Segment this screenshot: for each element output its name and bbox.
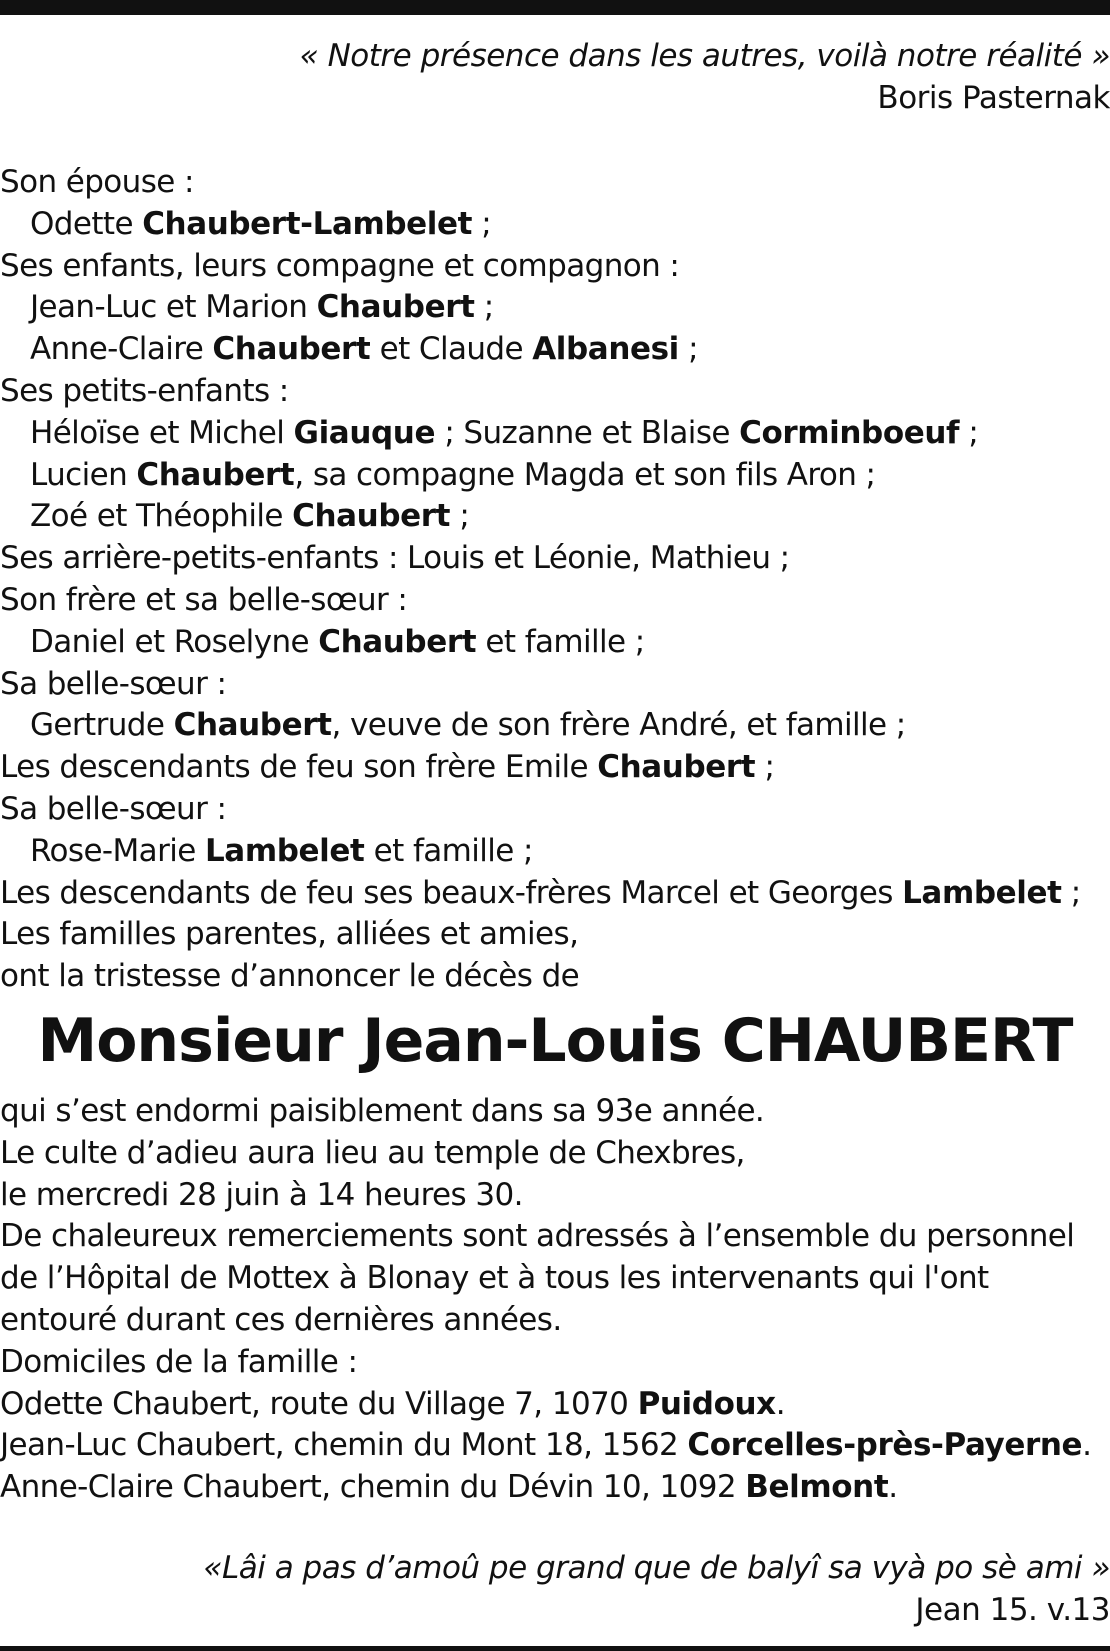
text-fragment: Gertrude: [30, 707, 174, 744]
bold-name: Lambelet: [902, 874, 1062, 911]
text-fragment: Son épouse :: [0, 164, 194, 200]
text-fragment: .: [888, 1469, 898, 1506]
family-line: [0, 204, 1110, 246]
family-line: [0, 538, 1110, 580]
family-line: [0, 496, 1110, 538]
family-line: [0, 162, 1110, 204]
details-line: [0, 1467, 1110, 1509]
text-fragment: ;: [474, 289, 494, 326]
text-fragment: De chaleureux remerciements sont adressés à l’ensemble du personnel: [0, 1218, 1075, 1255]
text-fragment: et Claude: [370, 331, 533, 368]
text-fragment: ;: [678, 331, 699, 368]
text-fragment: Le culte d’adieu aura lieu au temple de Chexbres,: [0, 1134, 745, 1171]
bold-name: Chaubert-Lambelet: [142, 205, 473, 242]
epigraph-bottom-quote: «Lâi a pas d’amoû pe grand que de balyî sa vyà po sè ami »: [203, 1550, 1110, 1586]
family-line: [0, 831, 1110, 873]
text-fragment: Les descendants de feu son frère Emile: [0, 749, 598, 786]
bold-name: Chaubert: [597, 749, 756, 786]
epigraph-bottom-author: Jean 15. v.13: [915, 1592, 1110, 1628]
family-line: [0, 664, 1110, 706]
text-fragment: Sa belle-sœur :: [0, 790, 227, 827]
text-fragment: Ses enfants, leurs compagne et compagnon :: [0, 247, 680, 284]
text-fragment: et famille ;: [364, 832, 533, 869]
bold-name: Giauque: [293, 414, 436, 451]
text-fragment: Sa belle-sœur :: [0, 665, 227, 702]
text-fragment: ;: [472, 205, 492, 242]
text-fragment: Ses petits-enfants :: [0, 372, 289, 409]
family-line: [0, 455, 1110, 497]
bold-name: Belmont: [745, 1469, 889, 1506]
family-line: [0, 246, 1110, 288]
family-line: [0, 287, 1110, 329]
details-line: [0, 1175, 1110, 1217]
details-list: [0, 1091, 1110, 1509]
bottom-rule: [0, 1646, 1110, 1651]
family-line: [0, 956, 1110, 998]
bold-name: Chaubert: [173, 707, 332, 744]
bold-name: Chaubert: [318, 623, 477, 660]
text-fragment: ;: [450, 498, 470, 535]
family-line: [0, 747, 1110, 789]
text-fragment: Ses arrière-petits-enfants : Louis et Léonie, Mathieu ;: [0, 540, 790, 577]
bold-name: Corcelles-près-Payerne: [687, 1427, 1083, 1464]
details-line: [0, 1300, 1110, 1342]
text-fragment: .: [1082, 1427, 1092, 1464]
bold-name: Chaubert: [316, 289, 475, 326]
text-fragment: Domiciles de la famille :: [0, 1343, 358, 1380]
text-fragment: ;: [755, 749, 775, 786]
details-line: [0, 1133, 1110, 1175]
family-line: [0, 705, 1110, 747]
deceased-name: Monsieur Jean-Louis CHAUBERT: [37, 1006, 1073, 1076]
text-fragment: Anne-Claire Chaubert, chemin du Dévin 10, 1092: [0, 1469, 746, 1506]
family-line: [0, 371, 1110, 413]
details-line: [0, 1425, 1110, 1467]
text-fragment: , veuve de son frère André, et famille ;: [331, 707, 906, 744]
bold-name: Corminboeuf: [739, 414, 960, 451]
bold-name: Chaubert: [212, 331, 371, 368]
details-line: [0, 1091, 1110, 1133]
bold-name: Chaubert: [136, 456, 295, 493]
text-fragment: , sa compagne Magda et son fils Aron ;: [294, 456, 876, 493]
family-line: [0, 873, 1110, 915]
top-rule: [0, 0, 1110, 15]
family-line: [0, 329, 1110, 371]
text-fragment: entouré durant ces dernières années.: [0, 1301, 562, 1338]
details-line: [0, 1216, 1110, 1258]
family-line: [0, 413, 1110, 455]
family-line: [0, 789, 1110, 831]
bold-name: Albanesi: [532, 331, 679, 368]
details-line: [0, 1342, 1110, 1384]
text-fragment: ;: [1061, 874, 1081, 911]
bold-name: Puidoux: [637, 1385, 776, 1422]
details-line: [0, 1384, 1110, 1426]
text-fragment: ; Suzanne et Blaise: [435, 414, 740, 451]
epigraph-top: [300, 35, 1110, 119]
family-list: [0, 162, 1110, 998]
text-fragment: Les familles parentes, alliées et amies,: [0, 916, 579, 953]
text-fragment: Odette Chaubert, route du Village 7, 1070: [0, 1385, 638, 1422]
text-fragment: Jean-Luc et Marion: [30, 289, 317, 326]
epigraph-top-author: Boris Pasternak: [877, 80, 1110, 116]
text-fragment: Rose-Marie: [30, 832, 205, 869]
text-fragment: Daniel et Roselyne: [30, 623, 319, 660]
family-line: [0, 914, 1110, 956]
text-fragment: Son frère et sa belle-sœur :: [0, 581, 408, 618]
text-fragment: Odette: [30, 205, 143, 242]
family-line: [0, 580, 1110, 622]
text-fragment: et famille ;: [476, 623, 645, 660]
family-line: [0, 622, 1110, 664]
text-fragment: Les descendants de feu ses beaux-frères Marcel et Georges: [0, 874, 903, 911]
text-fragment: ;: [959, 414, 979, 451]
text-fragment: ont la tristesse d’annoncer le décès de: [0, 958, 580, 995]
text-fragment: le mercredi 28 juin à 14 heures 30.: [0, 1176, 523, 1213]
text-fragment: Zoé et Théophile: [30, 498, 293, 535]
text-fragment: de l’Hôpital de Mottex à Blonay et à tous les intervenants qui l'ont: [0, 1260, 989, 1297]
epigraph-bottom: [203, 1547, 1110, 1631]
details-line: [0, 1258, 1110, 1300]
text-fragment: Jean-Luc Chaubert, chemin du Mont 18, 1562: [0, 1427, 688, 1464]
text-fragment: .: [775, 1385, 785, 1422]
bold-name: Lambelet: [204, 832, 365, 869]
text-fragment: qui s’est endormi paisiblement dans sa 93e année.: [0, 1093, 765, 1129]
epigraph-top-quote: « Notre présence dans les autres, voilà notre réalité »: [299, 38, 1110, 74]
text-fragment: Anne-Claire: [30, 331, 213, 368]
bold-name: Chaubert: [292, 498, 451, 535]
text-fragment: Lucien: [30, 456, 137, 493]
text-fragment: Héloïse et Michel: [30, 414, 294, 451]
